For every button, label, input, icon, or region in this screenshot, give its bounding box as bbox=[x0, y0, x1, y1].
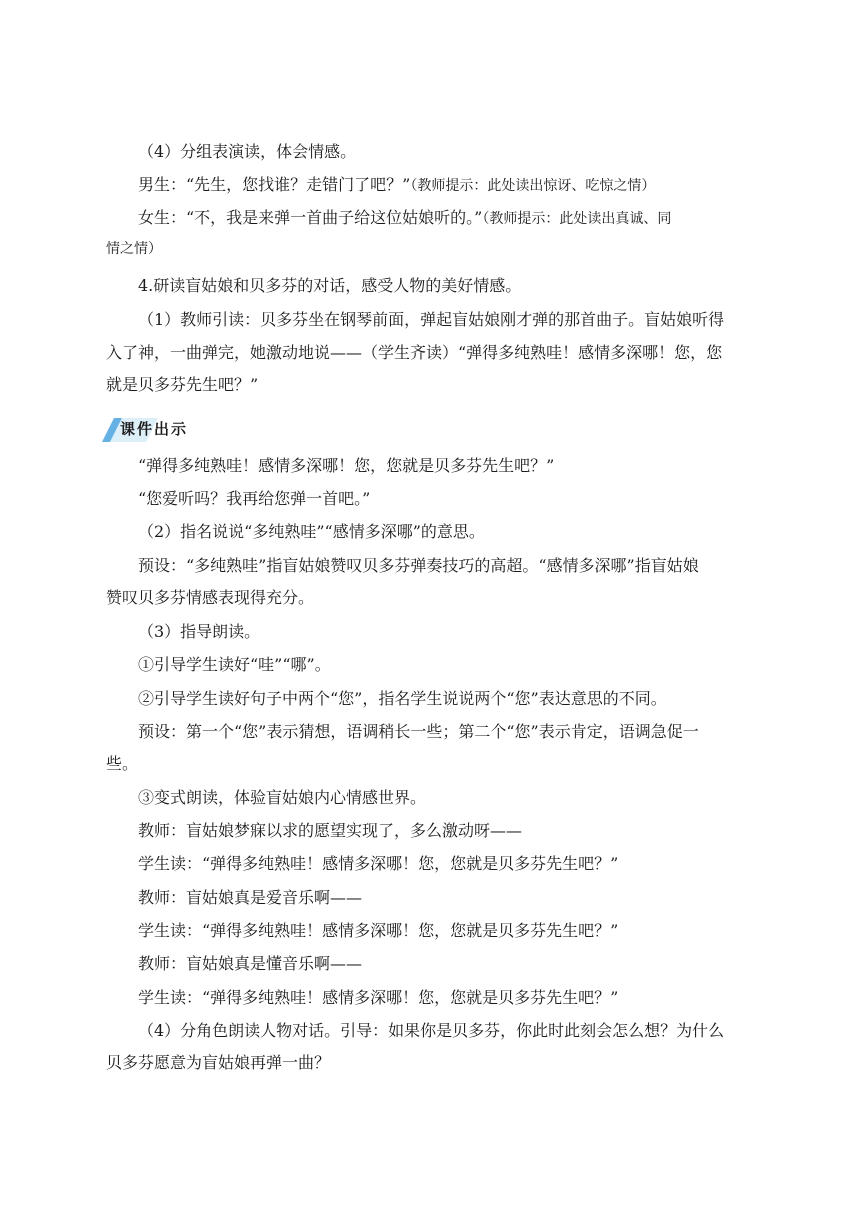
quote-line: “弹得多纯熟哇！感情多深哪！您，您就是贝多芬先生吧？” bbox=[138, 456, 555, 475]
paragraph-line: 就是贝多芬先生吧？” bbox=[106, 375, 259, 394]
courseware-badge bbox=[100, 414, 220, 444]
paragraph-line: 教师：盲姑娘梦寐以求的愿望实现了，多么激动呀—— bbox=[138, 821, 523, 840]
teacher-tip: （教师提示：此处读出惊讶、吃惊之情） bbox=[410, 178, 656, 194]
dialogue-text: 女生：“不，我是来弹一首曲子给这位姑娘听的。” bbox=[138, 208, 483, 227]
paragraph-line: （3）指导朗读。 bbox=[138, 622, 261, 641]
paragraph-line: 情之情） bbox=[106, 241, 162, 257]
paragraph-line: 学生读：“弹得多纯熟哇！感情多深哪！您，您就是贝多芬先生吧？” bbox=[138, 854, 619, 873]
paragraph-line: ②引导学生读好句子中两个“您”，指名学生说说两个“您”表达意思的不同。 bbox=[138, 689, 667, 708]
paragraph-line: （4）分组表演读，体会情感。 bbox=[138, 142, 357, 161]
paragraph-line: 教师：盲姑娘真是爱音乐啊—— bbox=[138, 888, 363, 907]
paragraph-line: 入了神，一曲弹完，她激动地说——（学生齐读）“弹得多纯熟哇！感情多深哪！您，您 bbox=[106, 343, 723, 362]
paragraph-line bbox=[138, 207, 671, 230]
paragraph-line: 学生读：“弹得多纯熟哇！感情多深哪！您，您就是贝多芬先生吧？” bbox=[138, 988, 619, 1007]
teacher-tip: （教师提示：此处读出真诚、同 bbox=[482, 211, 672, 227]
paragraph-line: 赞叹贝多芬情感表现得充分。 bbox=[106, 588, 315, 607]
paragraph-line bbox=[138, 174, 655, 197]
section-heading: 4.研读盲姑娘和贝多芬的对话，感受人物的美好情感。 bbox=[138, 276, 522, 295]
paragraph-line: 预设：第一个“您”表示猜想，语调稍长一些；第二个“您”表示肯定，语调急促一 bbox=[138, 722, 699, 741]
dialogue-text: 男生：“先生，您找谁？走错门了吧？” bbox=[138, 175, 411, 194]
paragraph-line: 些。 bbox=[106, 754, 139, 773]
paragraph-line: ①引导学生读好“哇”“哪”。 bbox=[138, 655, 331, 674]
paragraph-line: （4）分角色朗读人物对话。引导：如果你是贝多芬，你此时此刻会怎么想？为什么 bbox=[138, 1021, 725, 1040]
paragraph-line: ③变式朗读，体验盲姑娘内心情感世界。 bbox=[138, 788, 427, 807]
paragraph-line: 预设：“多纯熟哇”指盲姑娘赞叹贝多芬弹奏技巧的高超。“感情多深哪”指盲姑娘 bbox=[138, 556, 699, 575]
paragraph-line: 贝多芬愿意为盲姑娘再弹一曲？ bbox=[106, 1053, 331, 1072]
paragraph-line: （1）教师引读：贝多芬坐在钢琴前面，弹起盲姑娘刚才弹的那首曲子。盲姑娘听得 bbox=[138, 310, 725, 329]
quote-line: “您爱听吗？我再给您弹一首吧。” bbox=[138, 489, 371, 508]
paragraph-line: （2）指名说说“多纯熟哇”“感情多深哪”的意思。 bbox=[138, 522, 485, 541]
paragraph-line: 学生读：“弹得多纯熟哇！感情多深哪！您，您就是贝多芬先生吧？” bbox=[138, 921, 619, 940]
paragraph-line: 教师：盲姑娘真是懂音乐啊—— bbox=[138, 954, 363, 973]
courseware-label: 课件出示 bbox=[120, 420, 189, 438]
